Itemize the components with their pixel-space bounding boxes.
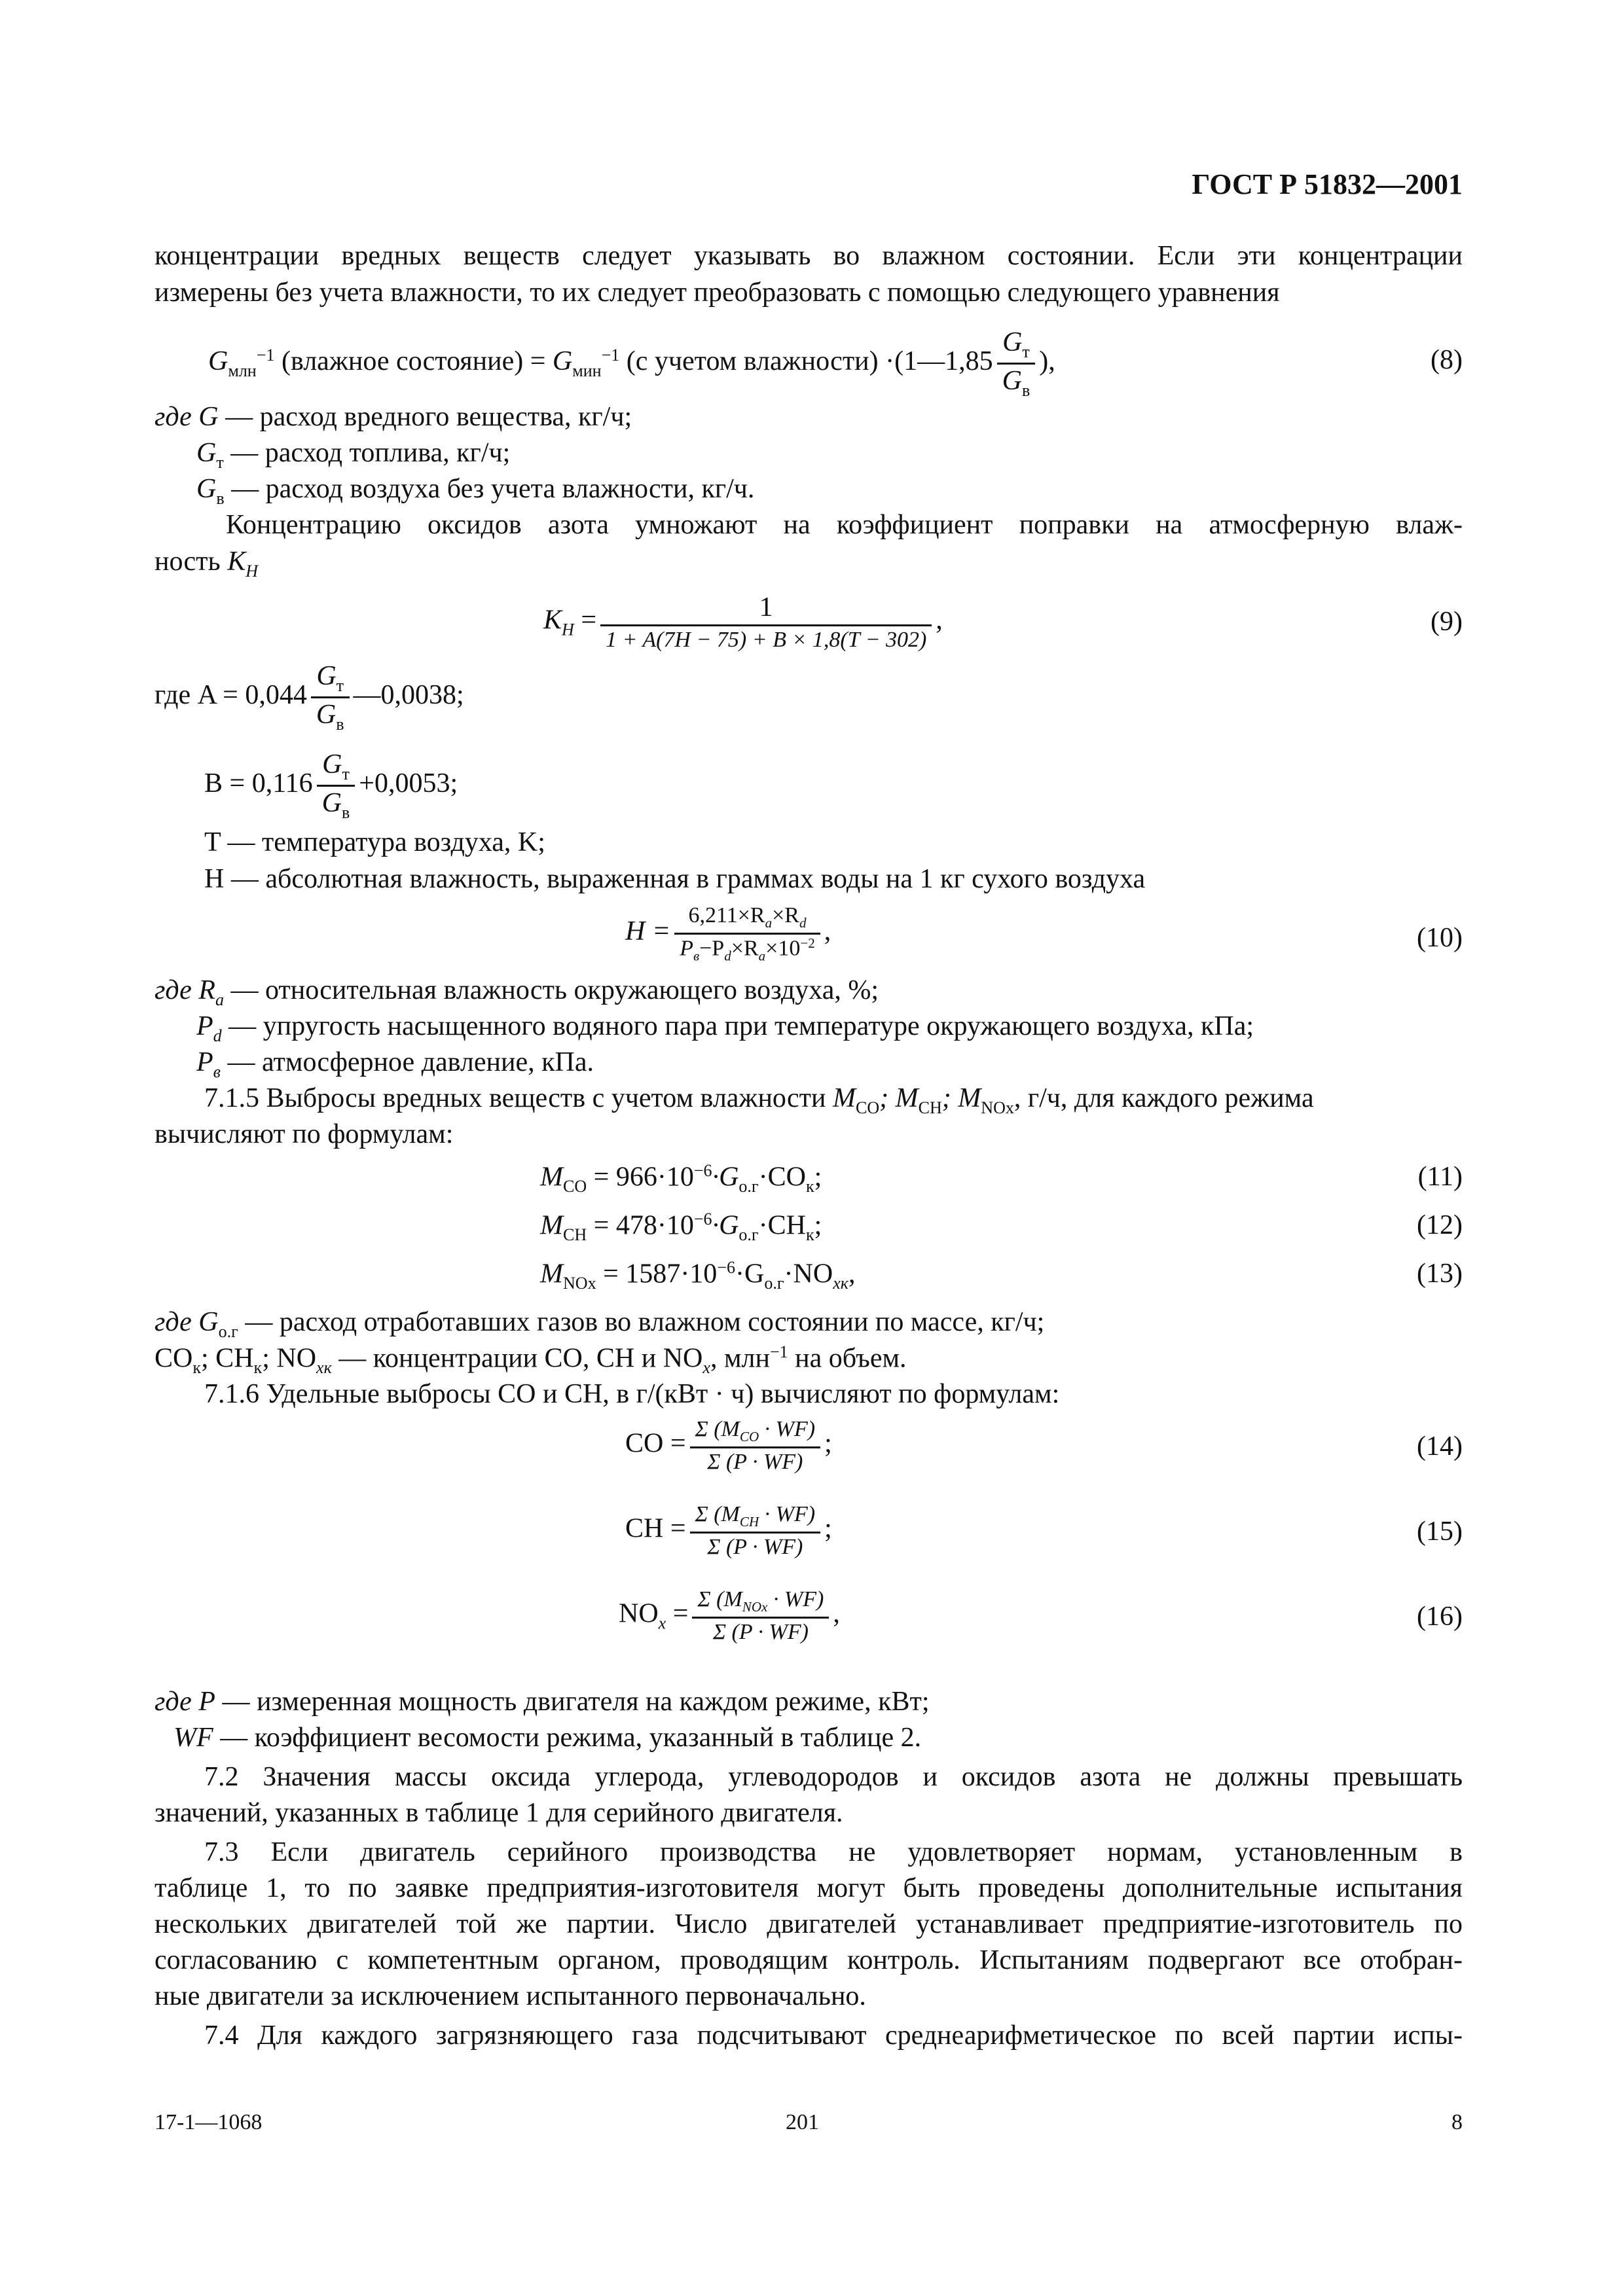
paragraph-line: концентрации вредных веществ следует указывать во влажном состоянии. Если эти концентрации — [155, 241, 1463, 271]
equation-number: (16) — [1417, 1602, 1463, 1632]
paragraph-line: таблице 1, то по заявке предприятия-изготовителя могут быть проведены дополнительные испытания — [155, 1873, 1463, 1903]
definition-line: $CO_к$; $CH_к$; $NO_{xк}$ — концентрации CO, CH и $NO_x$, млн$^{-1}$ на объем. — [155, 1342, 907, 1378]
definition-line: WF — коэффициент весомости режима, указанный в таблице 2. — [173, 1723, 922, 1753]
definition-line: $G_т$ — расход топлива, кг/ч; — [196, 438, 511, 472]
equation-number: (9) — [1431, 607, 1463, 637]
definition-line: где $R_a$ — относительная влажность окружающего воздуха, %; — [155, 975, 879, 1009]
paragraph-line: ность $K_H$ — [155, 547, 259, 581]
equation-12: $M_{CH} = 478\cdot 10^{-6}\cdot G_{о.г}\cdot CH_к$; — [540, 1210, 822, 1245]
equation-number: (10) — [1417, 923, 1463, 953]
fraction: $\frac{\Sigma (M_{CO} \cdot WF)}{\Sigma (P \cdot WF)}$ — [690, 1417, 821, 1475]
paragraph-line: значений, указанных в таблице 1 для серийного двигателя. — [155, 1798, 843, 1828]
paragraph-line: 7.1.5 Выбросы вредных веществ с учетом влажности $M_{CO}$; $M_{CH}$; $M_{NOx}$, г/ч, для каждого режима — [204, 1083, 1314, 1117]
paragraph-line: согласованию с компетентным органом, проводящим контроль. Испытаниям подвергают все отобран- — [155, 1945, 1463, 1975]
paragraph-line: 7.3 Если двигатель серийного производства не удовлетворяет нормам, установленным в — [204, 1837, 1463, 1867]
paragraph-line: 7.4 Для каждого загрязняющего газа подсчитывают среднеарифметическое по всей партии испы- — [204, 2020, 1463, 2051]
equation-number: (13) — [1417, 1259, 1463, 1289]
fraction: $\frac{G_т}{G_в}$ — [997, 327, 1036, 400]
footer-code: 17-1—1068 — [155, 2110, 263, 2134]
equation-9: $K_H$ = $\frac{1}{1 + A(7H - 75) + B \times 1,8(T - 302)}$ , — [543, 592, 943, 653]
equation-number: (14) — [1417, 1431, 1463, 1462]
fraction: $\frac{G_т}{G_в}$ — [317, 749, 356, 822]
equation-16: $NO_x$ = $\frac{\Sigma (M_{NOx} \cdot WF)}{\Sigma (P \cdot WF)}$ , — [619, 1587, 840, 1644]
definition-line: где G — расход вредного вещества, кг/ч; — [155, 402, 632, 432]
equation-number: (8) — [1431, 345, 1463, 375]
equation-number: (12) — [1417, 1210, 1463, 1240]
fraction: $\frac{G_т}{G_в}$ — [311, 661, 350, 734]
fraction: $\frac{\Sigma (M_{NOx} \cdot WF)}{\Sigma (P \cdot WF)}$ — [692, 1587, 829, 1645]
paragraph-line: вычисляют по формулам: — [155, 1119, 454, 1149]
paragraph-line: ные двигатели за исключением испытанного первоначально. — [155, 1981, 866, 2011]
equation-8: $G_{млн}^{-1}$ (влажное состояние) = $G_{мин}^{-1}$ (с учетом влажности) ·(1—1,85 $\frac{G_т}{G_в}$ ), — [208, 327, 1055, 400]
paragraph-line: Концентрацию оксидов азота умножают на коэффициент поправки на атмосферную влаж- — [226, 510, 1463, 540]
equation-number: (15) — [1417, 1516, 1463, 1547]
equation-11: $M_{CO} = 966\cdot 10^{-6}\cdot G_{о.г}\cdot CO_к$; — [540, 1161, 822, 1196]
paragraph-line: измерены без учета влажности, то их следует преобразовать с помощью следующего уравнения — [155, 278, 1280, 308]
definition-line: $P_в$ — атмосферное давление, кПа. — [196, 1047, 594, 1081]
definition-line: H — абсолютная влажность, выраженная в граммах воды на 1 кг сухого воздуха — [204, 864, 1146, 894]
equation-15: CH = $\frac{\Sigma (M_{CH} \cdot WF)}{\Sigma (P \cdot WF)}$ ; — [625, 1502, 832, 1559]
definition-line: $P_d$ — упругость насыщенного водяного пара при температуре окружающего воздуха, кПа; — [196, 1011, 1254, 1045]
equation-10: H = $\frac{6,211\times R_a\times R_d}{P_в-P_d\times R_a\times 10^{-2}}$ , — [625, 903, 831, 964]
fraction: $\frac{\Sigma (M_{CH} \cdot WF)}{\Sigma (P \cdot WF)}$ — [690, 1502, 821, 1560]
paragraph-line: нескольких двигателей той же партии. Число двигателей устанавливает предприятие-изготовитель по — [155, 1909, 1463, 1939]
equation-A: где A = 0,044 $\frac{G_т}{G_в}$ —0,0038; — [155, 661, 464, 734]
equation-number: (11) — [1417, 1162, 1463, 1192]
paragraph-line: 7.1.6 Удельные выбросы CO и CH, в г/(кВт · ч) вычисляют по формулам: — [204, 1379, 1060, 1409]
paragraph-line: 7.2 Значения массы оксида углерода, углеводородов и оксидов азота не должны превышать — [204, 1762, 1463, 1792]
document-header: ГОСТ Р 51832—2001 — [1192, 168, 1463, 200]
equation-13: $M_{NOx} = 1587\cdot 10^{-6}\cdot G_{о.г}\cdot NO_{xк}$, — [540, 1258, 856, 1293]
equation-B: B = 0,116 $\frac{G_т}{G_в}$ +0,0053; — [204, 749, 458, 822]
definition-line: где $G_{о.г}$ — расход отработавших газов во влажном состоянии по массе, кг/ч; — [155, 1307, 1045, 1341]
definition-line: T — температура воздуха, K; — [204, 827, 545, 857]
sheet-number: 8 — [1451, 2110, 1463, 2134]
equation-14: CO = $\frac{\Sigma (M_{CO} \cdot WF)}{\Sigma (P \cdot WF)}$ ; — [625, 1417, 832, 1474]
page-number: 201 — [786, 2110, 819, 2134]
fraction: $\frac{6,211\times R_a\times R_d}{P_в-P_d\times R_a\times 10^{-2}}$ — [674, 903, 820, 964]
definition-line: $G_в$ — расход воздуха без учета влажности, кг/ч. — [196, 474, 755, 508]
definition-line: где P — измеренная мощность двигателя на каждом режиме, кВт; — [155, 1687, 930, 1717]
fraction: $\frac{1}{1 + A(7H - 75) + B \times 1,8(T - 302)}$ — [600, 592, 932, 653]
